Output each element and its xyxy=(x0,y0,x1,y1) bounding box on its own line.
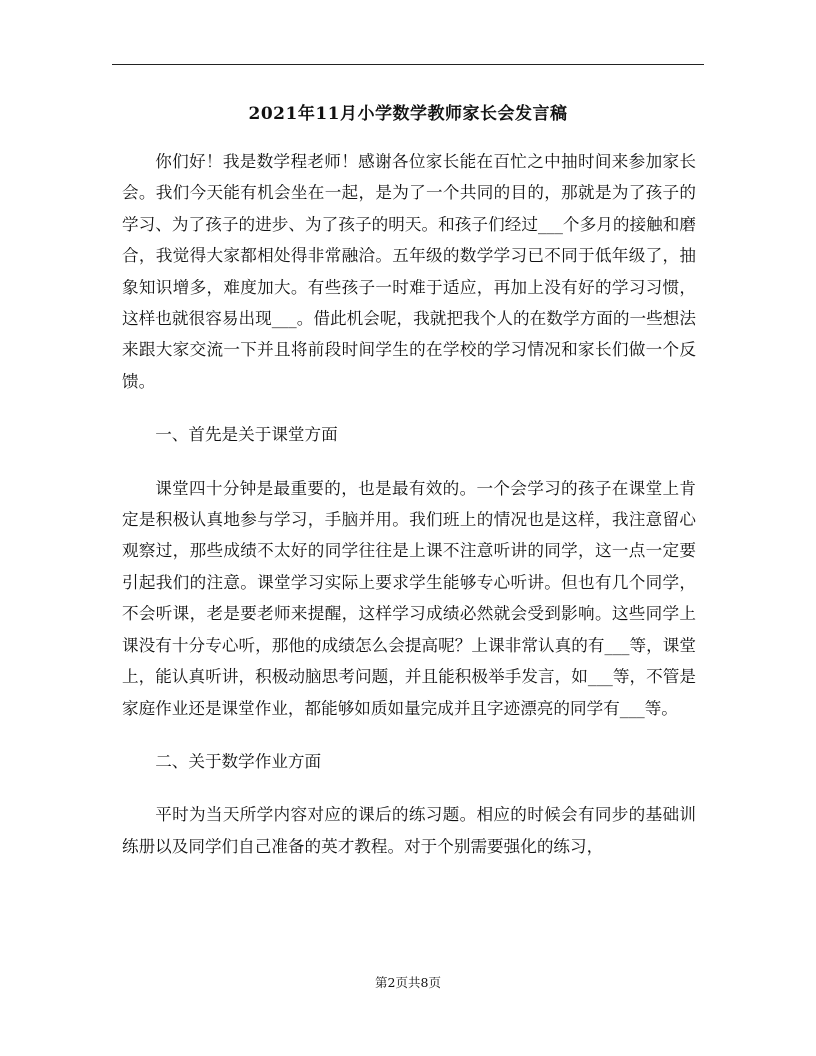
homework-paragraph: 平时为当天所学内容对应的课后的练习题。相应的时候会有同步的基础训练册以及同学们自己准备的英才教程。对于个别需要强化的练习， xyxy=(122,805,696,856)
document-body xyxy=(122,146,696,862)
document-title: 2021年11月小学数学教师家长会发言稿 xyxy=(248,104,568,124)
intro-paragraph: 你们好！我是数学程老师！感谢各位家长能在百忙之中抽时间来参加家长会。我们今天能有机会坐在一起，是为了一个共同的目的，那就是为了孩子的学习、为了孩子的进步、为了孩子的明天。和孩子们经过___个多月的接触和磨合，我觉得大家都相处得非常融洽。五年级的数学学习已不同于低年级了，抽象知识增多，难度加大。有些孩子一时难于适应，再加上没有好的学习习惯，这样也就很容易出现___。借此机会呢，我就把我个人的在数学方面的一些想法来跟大家交流一下并且将前段时间学生的在学校的学习情况和家长们做一个反馈。 xyxy=(122,152,696,391)
page-number: 第2页共8页 xyxy=(375,975,441,990)
paragraph-gap xyxy=(122,777,696,799)
paragraph-gap xyxy=(122,451,696,473)
classroom-paragraph: 课堂四十分钟是最重要的，也是最有效的。一个会学习的孩子在课堂上肯定是积极认真地参与学习，手脑并用。我们班上的情况也是这样，我注意留心观察过，那些成绩不太好的同学往往是上课不注意听讲的同学，这一点一定要引起我们的注意。课堂学习实际上要求学生能够专心听讲。但也有几个同学，不会听课，老是要老师来提醒，这样学习成绩必然就会受到影响。这些同学上课没有十分专心听，那他的成绩怎么会提高呢？上课非常认真的有___等，课堂上，能认真听讲，积极动脑思考问题，并且能积极举手发言，如___等，不管是家庭作业还是课堂作业，都能够如质如量完成并且字迹漂亮的同学有___等。 xyxy=(122,478,696,718)
paragraph-gap xyxy=(122,724,696,746)
header-rule xyxy=(112,64,704,65)
paragraph-gap xyxy=(122,397,696,419)
section-heading-classroom: 一、首先是关于课堂方面 xyxy=(155,425,338,445)
section-heading-homework: 二、关于数学作业方面 xyxy=(155,751,322,771)
